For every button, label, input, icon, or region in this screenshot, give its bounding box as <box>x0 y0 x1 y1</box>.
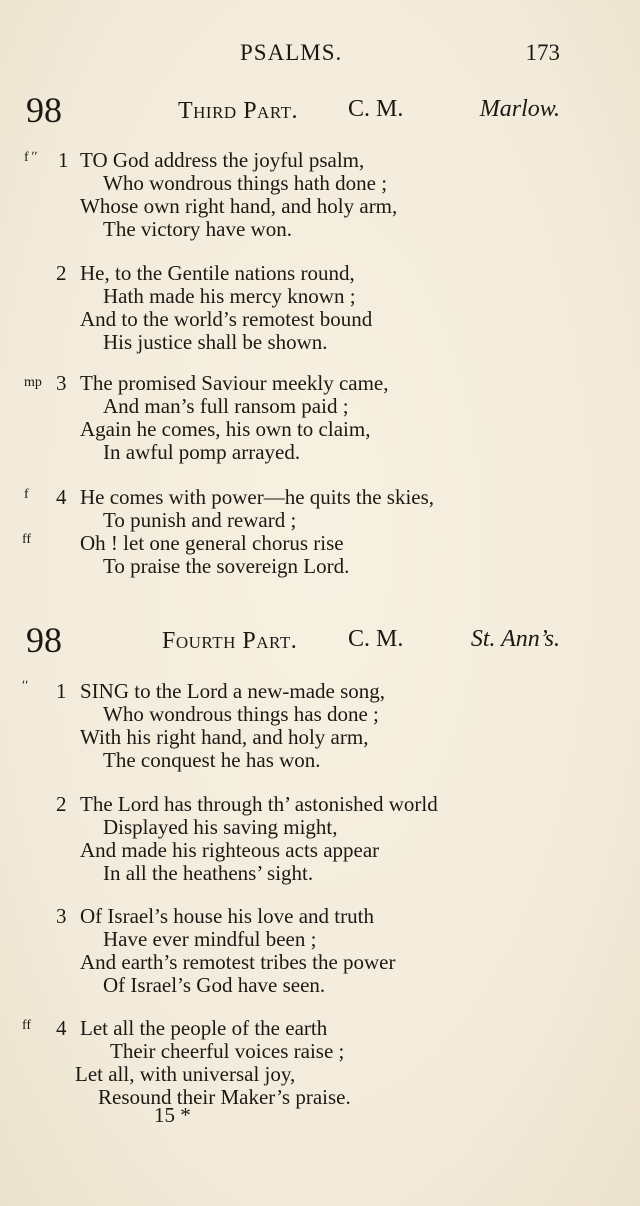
verse-line: His justice shall be shown. <box>103 330 328 354</box>
verse-number: 4 <box>56 485 67 509</box>
verse-line: Displayed his saving might, <box>103 815 338 839</box>
verse-number: 4 <box>56 1016 67 1040</box>
verse-line: Have ever mindful been ; <box>103 927 317 951</box>
verse-line: With his right hand, and holy arm, <box>80 725 369 749</box>
hymn-header <box>26 90 560 130</box>
verse-line: Oh ! let one general chorus rise <box>80 531 344 555</box>
dynamic-mark: ff <box>22 1018 32 1033</box>
hymn-number: 98 <box>26 620 62 660</box>
verse-line: Of Israel’s house his love and truth <box>80 904 374 928</box>
verse-line: And earth’s remotest tribes the power <box>80 950 396 974</box>
verse-line: Their cheerful voices raise ; <box>110 1039 345 1063</box>
verse-line: Resound their Maker’s praise. <box>98 1085 351 1109</box>
verse-line: Whose own right hand, and holy arm, <box>80 194 398 218</box>
verse-line: SING to the Lord a new-made song, <box>80 679 386 703</box>
verse-line: And to the world’s remotest bound <box>80 307 373 331</box>
verse-line: The victory have won. <box>103 217 292 241</box>
running-title: PSALMS. <box>240 40 343 65</box>
verse-line: And man’s full ransom paid ; <box>103 394 349 418</box>
verse-number: 2 <box>56 792 67 816</box>
verse-line: In all the heathens’ sight. <box>103 861 314 885</box>
verse-line: Again he comes, his own to claim, <box>80 417 371 441</box>
verse-line: He comes with power—he quits the skies, <box>80 485 435 509</box>
verse-line: Let all, with universal joy, <box>75 1062 296 1086</box>
verse-line: The conquest he has won. <box>103 748 321 772</box>
hymn-meter: C. M. <box>348 96 404 122</box>
hymn-meter: C. M. <box>348 626 404 652</box>
verse-line: Of Israel’s God have seen. <box>103 973 326 997</box>
dynamic-mark: mp <box>24 375 42 390</box>
page-number: 173 <box>525 40 560 65</box>
verse-line: Hath made his mercy known ; <box>103 284 356 308</box>
verse-number: 1 <box>56 679 67 703</box>
verse-line: He, to the Gentile nations round, <box>80 261 355 285</box>
verse-number: 3 <box>56 371 67 395</box>
verse-line: Let all the people of the earth <box>80 1016 328 1040</box>
hymn-number: 98 <box>26 90 62 130</box>
hymn-tune: Marlow. <box>479 96 560 122</box>
hymn-part: Third Part. <box>178 98 299 124</box>
verse-line: To punish and reward ; <box>103 508 297 532</box>
dynamic-mark: f ʹʹ <box>24 150 38 165</box>
verse-line: TO God address the joyful psalm, <box>80 148 365 172</box>
signature-mark: 15 * <box>154 1103 191 1127</box>
verse-line: Who wondrous things has done ; <box>103 702 379 726</box>
verse-line: In awful pomp arrayed. <box>103 440 301 464</box>
verse-line: The promised Saviour meekly came, <box>80 371 389 395</box>
verse-line: And made his righteous acts appear <box>80 838 380 862</box>
verse-number: 3 <box>56 904 67 928</box>
hymn-tune: St. Ann’s. <box>470 626 560 652</box>
verse-number: 1 <box>58 148 69 172</box>
hymn-part: Fourth Part. <box>162 628 298 654</box>
dynamic-mark: f <box>24 487 29 502</box>
verse-line: The Lord has through th’ astonished world <box>80 792 438 816</box>
dynamic-mark: ʹʹ <box>22 679 29 694</box>
hymn-header <box>26 620 560 660</box>
dynamic-mark: ff <box>22 532 32 547</box>
verse-line: Who wondrous things hath done ; <box>103 171 388 195</box>
verse-line: To praise the sovereign Lord. <box>103 554 350 578</box>
verse-number: 2 <box>56 261 67 285</box>
